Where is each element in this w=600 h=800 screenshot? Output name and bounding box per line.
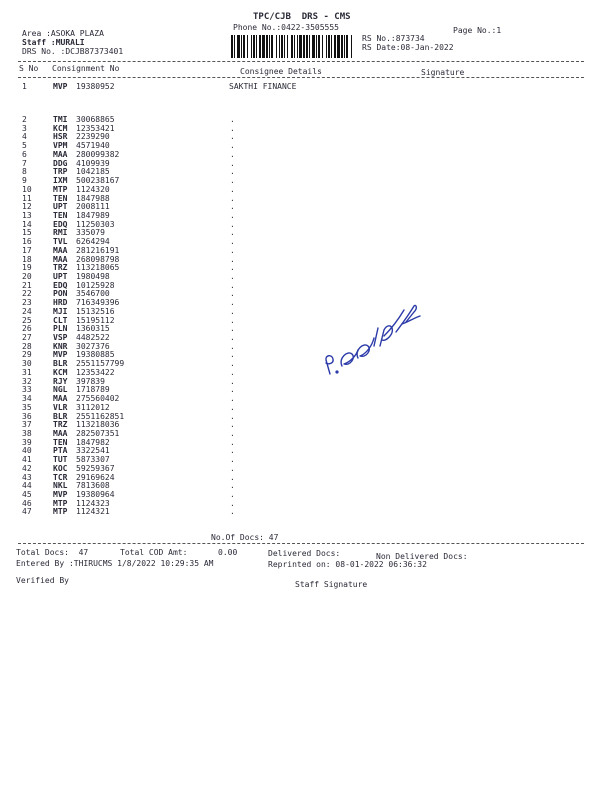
row-signature-dot: . [230, 324, 235, 334]
row-sno: 41 [22, 455, 32, 465]
row-signature-dot: . [230, 115, 235, 124]
row-signature-dot: . [230, 289, 235, 299]
row-signature-dot: . [230, 385, 235, 395]
row-signature-dot: . [230, 141, 235, 151]
row-signature-dot: . [230, 228, 235, 238]
row-code: MTP [53, 184, 68, 194]
page-number: Page No.:1 [453, 26, 502, 35]
table-row [0, 508, 600, 516]
phone-number: Phone No.:0422-3505555 [233, 23, 339, 32]
delivered-docs: Delivered Docs: [268, 549, 341, 558]
row-signature-dot: . [230, 158, 235, 168]
row-signature-dot: . [230, 367, 235, 377]
row-code: RMI [53, 228, 68, 238]
table-row [0, 238, 600, 246]
row-code: MVP [53, 490, 68, 499]
row-signature-dot: . [230, 472, 235, 482]
row-sno: 45 [22, 490, 32, 499]
row-signature-dot: . [230, 376, 235, 386]
row-number: 280099382 [76, 149, 120, 159]
row-code: MJI [53, 306, 68, 316]
row-sno: 27 [22, 333, 32, 342]
row-number: 1124320 [76, 184, 110, 194]
row-number: 1124323 [76, 498, 110, 508]
row-signature-dot: . [230, 481, 235, 491]
row-number: 3112012 [76, 402, 110, 412]
table-row [0, 177, 600, 185]
row-number: 59259367 [76, 463, 115, 473]
rs-date: RS Date:08-Jan-2022 [362, 43, 454, 52]
row-sno: 16 [22, 237, 32, 247]
row-sno: 30 [22, 359, 32, 369]
table-row [0, 465, 600, 473]
row-sno: 23 [22, 298, 32, 308]
row-sno: 5 [22, 141, 27, 151]
handwritten-signature [318, 288, 428, 380]
row-code: MAA [53, 149, 68, 159]
table-row [0, 186, 600, 194]
row-signature-dot: . [230, 359, 235, 369]
row-code: TRZ [53, 263, 68, 273]
row-sno: 20 [22, 272, 32, 281]
row-code: KNR [53, 341, 68, 351]
table-row [0, 247, 600, 255]
drs-number: DRS No. :DCJB87373401 [22, 47, 124, 56]
row-number: 10125928 [76, 280, 115, 290]
row-code: HSR [53, 132, 68, 142]
row-number: 19380952 [76, 82, 115, 91]
row-number: 15132516 [76, 306, 115, 316]
header-rule-top [18, 61, 584, 62]
table-row [0, 203, 600, 211]
row-number: 282507351 [76, 428, 120, 438]
row-code: MAA [53, 394, 68, 403]
row-number: 3322541 [76, 446, 110, 456]
row-signature-dot: . [230, 315, 235, 325]
row-sno: 22 [22, 289, 32, 299]
row-code: MAA [53, 428, 68, 438]
row-sno: 42 [22, 463, 32, 473]
table-row [0, 299, 600, 307]
column-header-sno: S No [19, 64, 39, 73]
row-number: 4109939 [76, 158, 110, 168]
row-signature-dot: . [230, 272, 235, 281]
row-signature-dot: . [230, 184, 235, 194]
row-sno: 25 [22, 315, 32, 325]
table-row [0, 351, 600, 359]
row-signature-dot: . [230, 202, 235, 212]
table-row [0, 439, 600, 447]
row-number: 3027376 [76, 341, 110, 351]
row-signature-dot: . [230, 219, 235, 229]
row-number: 1718789 [76, 385, 110, 395]
row-sno: 36 [22, 411, 32, 421]
row-sno: 12 [22, 202, 32, 212]
row-code: IXM [53, 176, 68, 185]
row-signature-dot: . [230, 193, 235, 203]
row-code: EDQ [53, 219, 68, 229]
table-row [0, 456, 600, 464]
row-sno: 28 [22, 341, 32, 351]
row-code: KOC [53, 463, 68, 473]
table-row [0, 334, 600, 342]
table-row [0, 142, 600, 150]
row-signature-dot: . [230, 498, 235, 508]
row-number: 1847988 [76, 193, 110, 203]
row-signature-dot: . [230, 463, 235, 473]
row-number: 4482522 [76, 333, 110, 342]
table-row [0, 421, 600, 429]
row-number: 11250303 [76, 219, 115, 229]
row-number: 397839 [76, 376, 105, 386]
table-row [0, 116, 600, 124]
row-code: DDG [53, 158, 68, 168]
row-sno: 14 [22, 219, 32, 229]
row-number: 500238167 [76, 176, 120, 185]
row-number: 3546700 [76, 289, 110, 299]
row-code: TEN [53, 193, 68, 203]
row-code: BLR [53, 359, 68, 369]
row-number: 335079 [76, 228, 105, 238]
row-code: CLT [53, 315, 68, 325]
row-signature-dot: . [230, 280, 235, 290]
row-code: MVP [53, 82, 68, 91]
row-number: 716349396 [76, 298, 120, 308]
row-code: TRZ [53, 420, 68, 430]
row-code: EDQ [53, 280, 68, 290]
total-cod-amount: 0.00 [218, 548, 238, 557]
row-number: 268098798 [76, 254, 120, 264]
row-number: 1042185 [76, 167, 110, 177]
row-signature-dot: . [230, 341, 235, 351]
row-number: 113218036 [76, 420, 120, 430]
row-signature-dot: . [230, 298, 235, 308]
row-number: 7813608 [76, 481, 110, 491]
table-row [0, 482, 600, 490]
row-sno: 33 [22, 385, 32, 395]
row-number: 15195112 [76, 315, 115, 325]
row-code: TEN [53, 437, 68, 447]
footer-rule [18, 543, 584, 544]
row-sno: 37 [22, 420, 32, 430]
row-number: 4571940 [76, 141, 110, 151]
row-sno: 39 [22, 437, 32, 447]
row-number: 12353421 [76, 123, 115, 133]
row-code: BLR [53, 411, 68, 421]
row-signature-dot: . [230, 455, 235, 465]
row-sno: 38 [22, 428, 32, 438]
row-number: 6264294 [76, 237, 110, 247]
row-signature-dot: . [230, 132, 235, 142]
table-row [0, 491, 600, 499]
header-rule-bottom [18, 77, 584, 78]
document-title: TPC/CJB DRS - CMS [253, 12, 351, 22]
row-code: TEN [53, 210, 68, 220]
row-sno: 21 [22, 280, 32, 290]
row-code: HRD [53, 298, 68, 308]
total-docs: Total Docs: 47 [16, 548, 89, 557]
row-code: MVP [53, 350, 68, 360]
row-sno: 46 [22, 498, 32, 508]
row-signature-dot: . [230, 420, 235, 430]
row-code: PON [53, 289, 68, 299]
row-signature-dot: . [230, 437, 235, 447]
row-signature-dot: . [230, 123, 235, 133]
row-number: 19380964 [76, 490, 115, 499]
row-signature-dot: . [230, 306, 235, 316]
area-label: Area :ASOKA PLAZA [22, 29, 104, 38]
row-number: 1847989 [76, 210, 110, 220]
row-number: 30068865 [76, 115, 115, 124]
row-sno: 7 [22, 158, 27, 168]
row-signature-dot: . [230, 333, 235, 342]
non-delivered-docs: Non Delivered Docs: [376, 552, 468, 561]
row-code: VLR [53, 402, 68, 412]
row-code: VSP [53, 333, 68, 342]
row-sno: 40 [22, 446, 32, 456]
row-code: MAA [53, 254, 68, 264]
row-sno: 32 [22, 376, 32, 386]
row-code: MTP [53, 498, 68, 508]
row-signature-dot: . [230, 507, 235, 517]
row-signature-dot: . [230, 176, 235, 185]
row-code: NKL [53, 481, 68, 491]
table-row [0, 308, 600, 316]
row-sno: 19 [22, 263, 32, 273]
row-number: 2239290 [76, 132, 110, 142]
row-sno: 3 [22, 123, 27, 133]
table-row [0, 395, 600, 403]
row-sno: 11 [22, 193, 32, 203]
row-sno: 31 [22, 367, 32, 377]
row-sno: 2 [22, 115, 27, 124]
row-sno: 26 [22, 324, 32, 334]
row-code: UPT [53, 202, 68, 212]
row-sno: 17 [22, 245, 32, 255]
row-number: 29169624 [76, 472, 115, 482]
row-number: 12353422 [76, 367, 115, 377]
column-header-signature: Signature [421, 68, 465, 77]
row-number: 1980498 [76, 272, 110, 281]
row-consignee: SAKTHI FINANCE [229, 82, 297, 91]
row-number: 2551157799 [76, 359, 125, 369]
row-code: KCM [53, 367, 68, 377]
table-row [0, 83, 600, 91]
row-sno: 24 [22, 306, 32, 316]
row-number: 19380885 [76, 350, 115, 360]
row-signature-dot: . [230, 446, 235, 456]
row-number: 5873307 [76, 455, 110, 465]
row-signature-dot: . [230, 411, 235, 421]
table-row [0, 264, 600, 272]
row-code: VPM [53, 141, 68, 151]
row-code: UPT [53, 272, 68, 281]
column-header-consignment: Consignment No [52, 64, 120, 73]
row-number: 275560402 [76, 394, 120, 403]
row-code: TCR [53, 472, 68, 482]
row-signature-dot: . [230, 237, 235, 247]
table-row [0, 221, 600, 229]
row-sno: 44 [22, 481, 32, 491]
row-sno: 9 [22, 176, 27, 185]
row-signature-dot: . [230, 490, 235, 499]
table-row [0, 133, 600, 141]
rs-number: RS No.:873734 [362, 34, 425, 43]
row-code: PLN [53, 324, 68, 334]
row-sno: 6 [22, 149, 27, 159]
row-sno: 1 [22, 82, 27, 91]
row-sno: 35 [22, 402, 32, 412]
row-sno: 18 [22, 254, 32, 264]
row-sno: 8 [22, 167, 27, 177]
row-number: 1124321 [76, 507, 110, 517]
row-sno: 4 [22, 132, 27, 142]
row-number: 2008111 [76, 202, 110, 212]
table-row [0, 212, 600, 220]
row-number: 2551162851 [76, 411, 125, 421]
row-signature-dot: . [230, 402, 235, 412]
row-code: TRP [53, 167, 68, 177]
row-sno: 15 [22, 228, 32, 238]
row-signature-dot: . [230, 245, 235, 255]
table-row [0, 430, 600, 438]
row-signature-dot: . [230, 210, 235, 220]
staff-signature: Staff Signature [295, 580, 368, 589]
row-number: 281216191 [76, 245, 120, 255]
row-signature-dot: . [230, 428, 235, 438]
row-number: 1847982 [76, 437, 110, 447]
verified-by: Verified By [16, 576, 69, 585]
barcode [231, 35, 354, 58]
row-code: KCM [53, 123, 68, 133]
row-sno: 34 [22, 394, 32, 403]
row-sno: 10 [22, 184, 32, 194]
row-code: TVL [53, 237, 68, 247]
staff-label: Staff :MURALI [22, 38, 85, 47]
total-cod-label: Total COD Amt: [120, 548, 188, 557]
row-code: RJY [53, 376, 68, 386]
row-signature-dot: . [230, 254, 235, 264]
row-code: TMI [53, 115, 68, 124]
reprinted-on: Reprinted on: 08-01-2022 06:36:32 [268, 560, 427, 569]
row-signature-dot: . [230, 167, 235, 177]
row-code: PTA [53, 446, 68, 456]
row-code: MAA [53, 245, 68, 255]
row-sno: 13 [22, 210, 32, 220]
row-number: 1360315 [76, 324, 110, 334]
row-signature-dot: . [230, 149, 235, 159]
row-signature-dot: . [230, 263, 235, 273]
table-row [0, 369, 600, 377]
row-code: NGL [53, 385, 68, 395]
row-signature-dot: . [230, 350, 235, 360]
table-row [0, 273, 600, 281]
row-signature-dot: . [230, 394, 235, 403]
table-row [0, 151, 600, 159]
no-of-docs: No.Of Docs: 47 [211, 533, 279, 542]
table-row [0, 404, 600, 412]
table-row [0, 360, 600, 368]
column-header-consignee: Consignee Details [240, 67, 322, 76]
row-sno: 29 [22, 350, 32, 360]
entered-by: Entered By :THIRUCMS 1/8/2022 10:29:35 AM [16, 559, 214, 568]
row-code: TUT [53, 455, 68, 465]
row-code: MTP [53, 507, 68, 517]
row-sno: 43 [22, 472, 32, 482]
row-number: 113218065 [76, 263, 120, 273]
row-sno: 47 [22, 507, 32, 517]
